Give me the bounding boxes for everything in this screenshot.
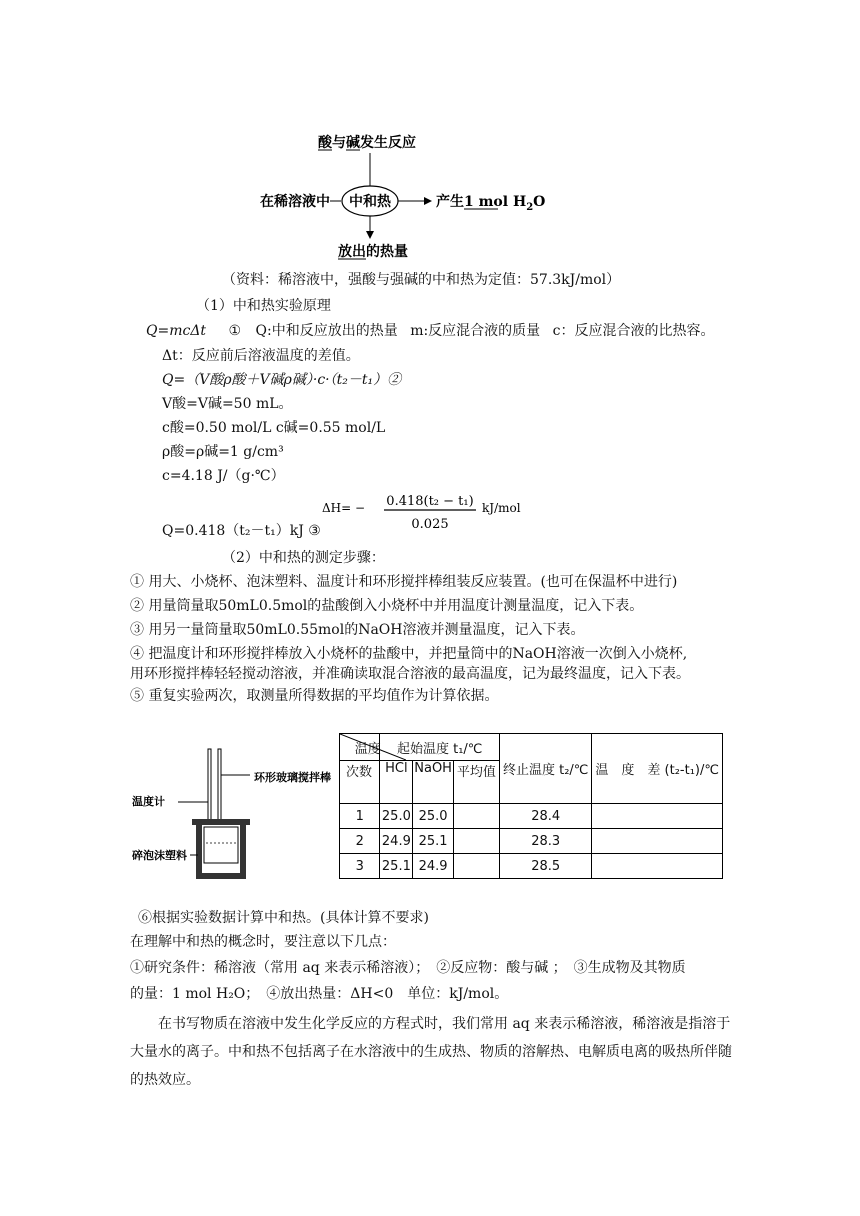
formula1-m-desc: m:反应混合液的质量 (410, 323, 541, 339)
diagram-center-label: 中和热 (349, 194, 391, 210)
formula4-unit: kJ/mol (482, 501, 521, 515)
trial-number: 2 (340, 829, 380, 854)
temp-diff-header: 温 度 差 (t₂-t₁)/℃ (592, 734, 723, 804)
table-row (340, 829, 723, 854)
hcl-value: 24.9 (380, 829, 413, 854)
closing-paragraph: 在书写物质在溶液中发生化学反应的方程式时，我们常用 aq 来表示稀溶液，稀溶液是指溶于大量水的离子。中和热不包括离子在水溶液中的生成热、物质的溶解热、电解质电离的吸热所伴随的热效应。 (130, 1016, 732, 1088)
step-5: ⑤ 重复实验两次，取测量所得数据的平均值作为计算依据。 (130, 688, 499, 704)
table-row (340, 804, 723, 829)
formula1-number: ① (228, 323, 242, 339)
volumes-line: V酸=V碱=50 mL。 (162, 396, 293, 412)
delta-t-desc: Δt：反应前后溶液温度的差值。 (162, 348, 360, 364)
hcl-value: 25.1 (380, 854, 413, 879)
table-corner-cell (340, 734, 380, 761)
formula3: Q=0.418（t₂－t₁）kJ ③ (162, 523, 321, 539)
average-value (453, 829, 499, 854)
average-value (453, 854, 499, 879)
section2-title: （2）中和热的测定步骤： (222, 550, 385, 566)
formula1-c-desc: c：反应混合液的比热容。 (552, 323, 715, 339)
diagram-arrow-down-head (366, 231, 374, 239)
foam-label: 碎泡沫塑料 (132, 849, 187, 862)
diagram-left-label: 在稀溶液中 (260, 194, 330, 210)
trial-number: 3 (340, 854, 380, 879)
data-table (339, 733, 723, 879)
formula4-numerator: 0.418(t₂ − t₁) (386, 494, 474, 509)
formula4-lhs: ΔH= − (322, 501, 366, 515)
diagram-top-label: 酸与碱发生反应 (318, 135, 416, 151)
diff-value (592, 854, 723, 879)
stirrer-label: 环形玻璃搅拌棒 (254, 771, 331, 784)
table-row (340, 854, 723, 879)
step-1: ① 用大、小烧杯、泡沫塑料、温度计和环形搅拌棒组装反应装置。(也可在保温杯中进行) (130, 574, 678, 590)
end-temp-value: 28.5 (499, 854, 591, 879)
step-2: ② 用量筒量取50mL0.5mol的盐酸倒入小烧杯中并用温度计测量温度，记入下表。 (130, 598, 644, 614)
section1-title: （1）中和热实验原理 (196, 298, 331, 314)
thermometer-label: 温度计 (132, 795, 165, 808)
end-temp-value: 28.4 (499, 804, 591, 829)
step-4: ④ 把温度计和环形搅拌棒放入小烧杯的盐酸中，并把量筒中的NaOH溶液一次倒入小烧杯, (130, 646, 688, 662)
corner-bottom-label: 次数 (340, 761, 380, 804)
calorimeter-apparatus (130, 745, 345, 885)
corner-top-label: 温度 (354, 741, 381, 757)
formula4-denominator: 0.025 (411, 517, 449, 532)
table-header-row (340, 734, 723, 761)
naoh-value: 25.0 (413, 804, 454, 829)
naoh-value: 24.9 (413, 854, 454, 879)
naoh-header: NaOH (413, 761, 454, 804)
step-6: ⑥根据实验数据计算中和热。(具体计算不要求) (138, 910, 429, 926)
naoh-value: 25.1 (413, 829, 454, 854)
concept-intro: 在理解中和热的概念时，要注意以下几点： (130, 934, 396, 950)
lid (192, 819, 250, 825)
step-3: ③ 用另一量筒量取50mL0.55mol的NaOH溶液并测量温度，记入下表。 (130, 622, 585, 638)
end-temp-value: 28.3 (499, 829, 591, 854)
hcl-header: HCl (380, 761, 413, 804)
step-4-continued: 用环形搅拌棒轻轻搅动溶液，并准确读取混合溶液的最高温度，记为最终温度，记入下表。 (130, 666, 690, 682)
average-value (453, 804, 499, 829)
concept-line-1: ①研究条件：稀溶液（常用 aq 来表示稀溶液）； ②反应物：酸与碱 ； ③生成物及其物质 (130, 960, 686, 976)
formula4-fraction (318, 490, 538, 536)
diff-value (592, 829, 723, 854)
inner-beaker (204, 827, 238, 863)
concentrations-line: c酸=0.50 mol/L c碱=0.55 mol/L (162, 420, 386, 436)
trial-number: 1 (340, 804, 380, 829)
reference-note: （资料：稀溶液中，强酸与强碱的中和热为定值：57.3kJ/mol） (222, 272, 621, 288)
diagram-arrow-right-head (424, 197, 432, 205)
start-temp-header: 起始温度 t₁/℃ (380, 734, 500, 761)
formula1-q-desc: Q:中和反应放出的热量 (255, 323, 398, 339)
concept-line-2: 的量：1 mol H₂O； ④放出热量：ΔH<0 单位：kJ/mol。 (130, 986, 509, 1002)
average-header: 平均值 (453, 761, 499, 804)
formula1-lhs: Q=mcΔt (146, 323, 207, 339)
diagram-right-label: 产生1 mol $H_2O$ (436, 194, 546, 213)
hcl-value: 25.0 (380, 804, 413, 829)
formula2: Q=（V酸ρ酸＋V碱ρ碱）·c·（t₂－t₁）② (162, 372, 402, 388)
formula1-line (146, 321, 714, 341)
concept-diagram (250, 125, 550, 265)
diagram-bottom-label: 放出的热量 (338, 244, 408, 260)
end-temp-header: 终止温度 t₂/℃ (499, 734, 591, 804)
diff-value (592, 804, 723, 829)
density-line: ρ酸=ρ碱=1 g/cm³ (162, 444, 284, 460)
heat-capacity-line: c=4.18 J/（g·℃） (162, 468, 285, 484)
